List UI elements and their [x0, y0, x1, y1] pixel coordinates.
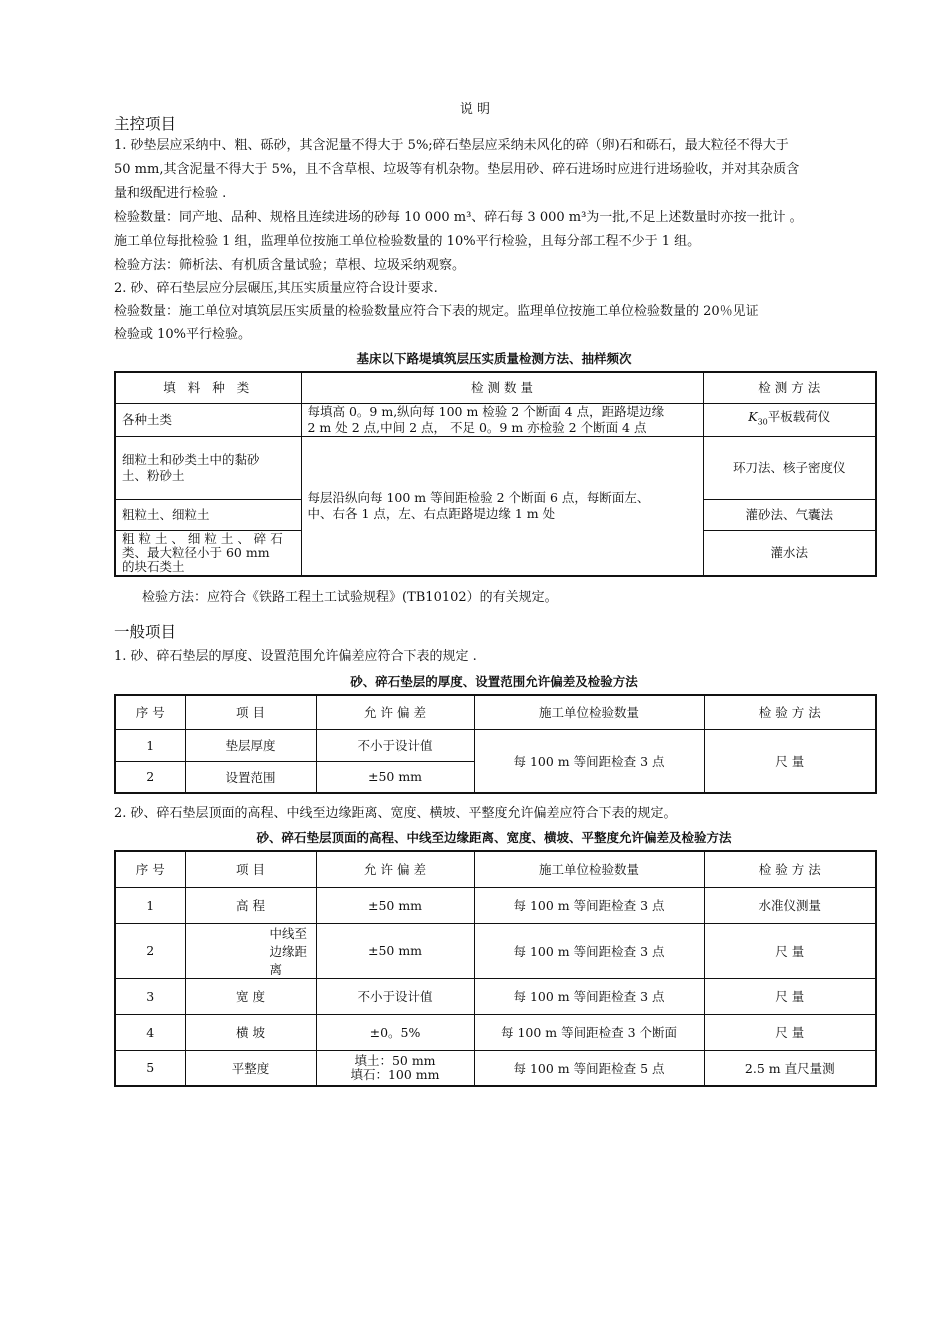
table-cell: [115, 530, 301, 576]
table-cell: 不小于设计值: [316, 978, 474, 1014]
table-cell: 1: [115, 887, 185, 923]
table-cell: ±50 mm: [316, 887, 474, 923]
paragraph-line: 检验数量：同产地、品种、规格且连续进场的砂每 10 000 m³、碎石每 3 000 m³为一批,不足上述数量时亦按一批计 。: [114, 210, 803, 225]
table-cell: [301, 403, 703, 436]
paragraph-line: 检验方法：筛析法、有机质含量试验；草根、垃圾采纳观察。: [114, 258, 466, 273]
table-cell: 每 100 m 等间距检查 5 点: [474, 1050, 704, 1086]
cell-line: 填石：100 mm: [350, 1066, 440, 1082]
table-cell: 4: [115, 1014, 185, 1050]
paragraph-line: 检验或 10%平行检验。: [114, 327, 252, 342]
section-heading-general: 一般项目: [114, 623, 177, 641]
table-cell: 粗粒土、细粒土: [115, 499, 301, 530]
surface-tolerance-table: [114, 850, 877, 1087]
table-cell: 各种土类: [115, 403, 301, 436]
paragraph-line: 2. 砂、碎石垫层顶面的高程、中线至边缘距离、宽度、横坡、平整度允许偏差应符合下表的规定。: [114, 806, 677, 821]
cell-text: 平板载荷仪: [767, 408, 831, 424]
table-cell: 每 100 m 等间距检查 3 点: [474, 887, 704, 923]
table-cell: 每 100 m 等间距检查 3 点: [474, 923, 704, 978]
table-header: 检 测 数 量: [301, 372, 703, 403]
table-row: [115, 923, 876, 978]
paragraph-line: 50 mm,其含泥量不得大于 5%，且不含草根、垃圾等有机杂物。垫层用砂、碎石进场时应进行进场验收，并对其杂质含: [114, 162, 800, 177]
table-cell: 环刀法、核子密度仪: [703, 436, 876, 499]
cell-line: 中、右各 1 点，左、右点距路堤边缘 1 m 处: [307, 505, 556, 521]
table-cell: ±50 mm: [316, 761, 474, 793]
table-cell: [115, 436, 301, 499]
table-row: [115, 1050, 876, 1086]
paragraph-line: 量和级配进行检验 .: [114, 186, 227, 201]
table-row: [115, 729, 876, 761]
table-caption: 砂、碎石垫层的厚度、设置范围允许偏差及检验方法: [350, 674, 638, 689]
table-cell: 尺 量: [704, 1014, 876, 1050]
table-row: [115, 436, 876, 499]
table-cell: 宽 度: [185, 978, 316, 1014]
table-cell: 2: [115, 761, 185, 793]
table-header: 项 目: [185, 851, 316, 887]
paragraph-line: 1. 砂、碎石垫层的厚度、设置范围允许偏差应符合下表的规定 .: [114, 649, 477, 664]
table-cell: 灌砂法、气囊法: [703, 499, 876, 530]
cell-line: 粗 粒 土 、 细 粒 土 、 碎 石: [122, 530, 283, 546]
cell-line: 2 m 处 2 点,中间 2 点， 不足 0。9 m 亦检验 2 个断面 4 点: [307, 419, 647, 435]
table-cell: $K_{30}$平板载荷仪: [703, 403, 876, 436]
table-cell-shared-method: 尺 量: [704, 729, 876, 793]
table-row: [115, 403, 876, 436]
cell-line: 类、最大粒径小于 60 mm: [122, 544, 270, 560]
table-row: [115, 1014, 876, 1050]
table-cell: 尺 量: [704, 923, 876, 978]
table-cell: ±50 mm: [316, 923, 474, 978]
paragraph-line: 施工单位每批检验 1 组，监理单位按施工单位检验数量的 10%平行检验，且每分部工程不少于 1 组。: [114, 234, 701, 249]
table-header: 序 号: [115, 851, 185, 887]
table-cell: 2.5 m 直尺量测: [704, 1050, 876, 1086]
table-cell: 2: [115, 923, 185, 978]
table-row: [115, 887, 876, 923]
table-header: 允 许 偏 差: [316, 695, 474, 729]
table-caption: 基床以下路堤填筑层压实质量检测方法、抽样频次: [356, 351, 632, 366]
table-cell: 横 坡: [185, 1014, 316, 1050]
table-header: 序 号: [115, 695, 185, 729]
thickness-table: [114, 694, 877, 794]
table-header: 施工单位检验数量: [474, 695, 704, 729]
paragraph-line: 1. 砂垫层应采纳中、粗、砾砂，其含泥量不得大于 5%;碎石垫层应采纳未风化的碎（卵)石和砾石，最大粒径不得大于: [114, 138, 789, 153]
document-title: 说 明: [459, 102, 491, 117]
cell-line: 每层沿纵向每 100 m 等间距检验 2 个断面 6 点，每断面左、: [307, 489, 650, 505]
table-cell: 平整度: [185, 1050, 316, 1086]
table-cell: 5: [115, 1050, 185, 1086]
table-cell: 垫层厚度: [185, 729, 316, 761]
table-header: 填 料 种 类: [115, 372, 301, 403]
table-cell-shared-quantity: [301, 436, 703, 576]
paragraph-line: 2. 砂、碎石垫层应分层碾压,其压实质量应符合设计要求.: [114, 281, 438, 296]
table-header: 项 目: [185, 695, 316, 729]
table-row: [115, 978, 876, 1014]
table-caption: 砂、碎石垫层顶面的高程、中线至边缘距离、宽度、横坡、平整度允许偏差及检验方法: [256, 830, 732, 845]
paragraph-line: 检验方法：应符合《铁路工程土工试验规程》(TB10102）的有关规定。: [142, 590, 558, 605]
table-cell: 尺 量: [704, 978, 876, 1014]
cell-line: 填土：50 mm: [354, 1052, 436, 1068]
compaction-table: [114, 371, 877, 577]
table-cell: [316, 1050, 474, 1086]
cell-line: 每填高 0。9 m,纵向每 100 m 检验 2 个断面 4 点，距路堤边缘: [307, 403, 665, 419]
table-cell: 不小于设计值: [316, 729, 474, 761]
table-cell: 高 程: [185, 887, 316, 923]
table-cell: 1: [115, 729, 185, 761]
table-cell-shared-quantity: 每 100 m 等间距检查 3 点: [474, 729, 704, 793]
table-cell: 水准仪测量: [704, 887, 876, 923]
table-cell: 每 100 m 等间距检查 3 点: [474, 978, 704, 1014]
table-cell: 中线至边缘距离: [185, 923, 316, 978]
table-header: 检 验 方 法: [704, 851, 876, 887]
table-cell: 每 100 m 等间距检查 3 个断面: [474, 1014, 704, 1050]
cell-line: 细粒土和砂类土中的黏砂: [122, 451, 260, 467]
table-cell: ±0。5%: [316, 1014, 474, 1050]
table-cell: 灌水法: [703, 530, 876, 576]
table-header: 检 测 方 法: [703, 372, 876, 403]
cell-line: 土、粉砂土: [122, 467, 185, 483]
table-header: 施工单位检验数量: [474, 851, 704, 887]
table-cell: 3: [115, 978, 185, 1014]
section-heading-main-control: 主控项目: [114, 115, 177, 133]
paragraph-line: 检验数量：施工单位对填筑层压实质量的检验数量应符合下表的规定。监理单位按施工单位检验数量的 20％见证: [114, 304, 759, 319]
table-header: 检 验 方 法: [704, 695, 876, 729]
table-header: 允 许 偏 差: [316, 851, 474, 887]
table-cell: 设置范围: [185, 761, 316, 793]
cell-line: 的块石类土: [122, 558, 185, 574]
